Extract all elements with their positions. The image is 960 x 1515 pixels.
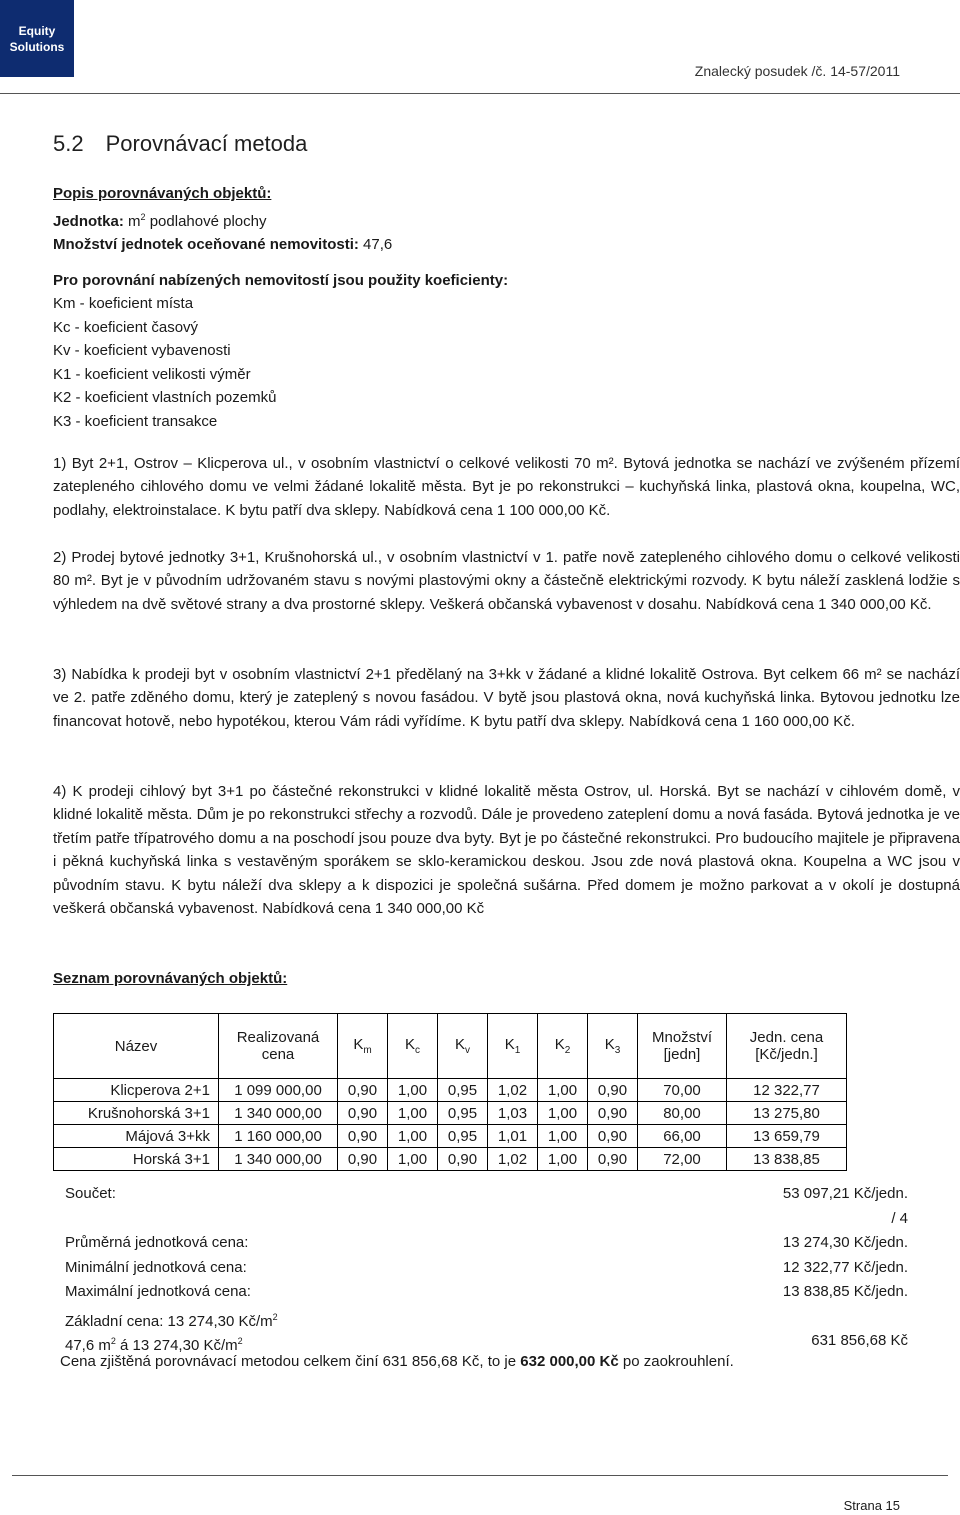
table-cell: 0,90 bbox=[338, 1125, 388, 1148]
unit-value: m bbox=[128, 212, 141, 230]
table-cell: 0,90 bbox=[338, 1102, 388, 1125]
table-cell: 1,00 bbox=[388, 1148, 438, 1171]
table-cell: 1,00 bbox=[388, 1102, 438, 1125]
table-cell: 1 340 000,00 bbox=[219, 1102, 338, 1125]
offer-paragraph: 4) K prodeji cihlový byt 3+1 po částečné rekonstrukci v klidné lokalitě města Ostrov, ul. Horská. Byt se nachází v cihlovém domě, v klidné lokalitě města. Dům je po rekonstrukci střechy a rozvodů. Dále je provedeno zateplení domu a nová fasáda. Bytová jednotka je ve třetím patře třípatrového domu a na poschodí jsou pouze dva byty. Byt je po částečné rekonstrukci. Pro budoucího majitele je připravena i pěkná kuchyňská linka s vestavěným sporákem se sklo-keramickou deskou. Jsou zde nová plastová okna. Koupelna a WC jsou v původním stavu. K bytu náleží dva sklepy a k dispozici je společná sušárna. Před domem je možno parkovat a v okolí je dostupná veškerá občanská vybavenost. Nabídková cena 1 340 000,00 Kč bbox=[53, 783, 960, 918]
avg-label: Průměrná jednotková cena: bbox=[65, 1234, 249, 1251]
table-cell: 0,90 bbox=[588, 1125, 638, 1148]
logo-line2: Solutions bbox=[9, 39, 65, 54]
table-cell: 1,00 bbox=[538, 1079, 588, 1102]
unit-label: Jednotka: bbox=[53, 212, 124, 230]
final-text: Cena zjištěná porovnávací metodou celkem činí 631 856,68 Kč, to je bbox=[60, 1353, 521, 1370]
table-cell: 1 340 000,00 bbox=[219, 1148, 338, 1171]
table-cell: 72,00 bbox=[638, 1148, 727, 1171]
table-cell: 1,01 bbox=[488, 1125, 538, 1148]
coefficient-item: K3 - koeficient transakce bbox=[53, 412, 218, 430]
table-cell: 0,90 bbox=[338, 1148, 388, 1171]
quantity-line bbox=[53, 233, 908, 257]
table-cell: 80,00 bbox=[638, 1102, 727, 1125]
coefficient-item: Km - koeficient místa bbox=[53, 295, 194, 312]
divisor-row bbox=[65, 1207, 908, 1232]
unit-line bbox=[53, 206, 908, 234]
divisor-value: / 4 bbox=[891, 1209, 908, 1227]
unit-sup: 2 bbox=[140, 211, 146, 222]
sum-value: 53 097,21 Kč/jedn. bbox=[782, 1185, 908, 1202]
table-cell: 1,02 bbox=[488, 1079, 538, 1102]
coefficient-item: Kc - koeficient časový bbox=[53, 318, 199, 336]
final-text-end: po zaokrouhlení. bbox=[618, 1353, 734, 1370]
base-row bbox=[65, 1305, 908, 1330]
list-heading: Seznam porovnávaných objektů: bbox=[53, 970, 288, 987]
max-label: Maximální jednotková cena: bbox=[65, 1283, 251, 1300]
calc-label: 47,6 $m^2$ á 13 274,30 $Kč/m^2$ bbox=[65, 1336, 243, 1354]
intro-block bbox=[53, 182, 908, 433]
table-cell: 1,02 bbox=[488, 1148, 538, 1171]
table-cell: 1 099 000,00 bbox=[219, 1079, 338, 1102]
max-value: 13 838,85 Kč/jedn. bbox=[782, 1283, 908, 1300]
table-cell: 0,90 bbox=[588, 1079, 638, 1102]
summary-block bbox=[65, 1182, 908, 1354]
logo-line1: Equity bbox=[18, 23, 56, 38]
table-cell: 0,95 bbox=[438, 1125, 488, 1148]
table-cell: 66,00 bbox=[638, 1125, 727, 1148]
final-price: 632 000,00 Kč bbox=[520, 1353, 619, 1370]
table-cell: 70,00 bbox=[638, 1079, 727, 1102]
table-row bbox=[54, 1125, 847, 1148]
table-row bbox=[54, 1102, 847, 1125]
document-reference: Znalecký posudek /č. 14-57/2011 bbox=[694, 63, 900, 79]
table-cell: Klicperova 2+1 bbox=[54, 1079, 219, 1102]
coefficient-item: Kv - koeficient vybavenosti bbox=[53, 342, 231, 359]
col-k1: $K_1$ bbox=[488, 1014, 538, 1079]
coefficients-heading: Pro porovnání nabízených nemovitostí jsou použity koeficienty: bbox=[53, 271, 509, 289]
sum-label: Součet: bbox=[65, 1185, 116, 1202]
table-cell: 1,00 bbox=[538, 1125, 588, 1148]
unit-rest: podlahové plochy bbox=[145, 212, 267, 230]
section-title: Porovnávací metoda bbox=[105, 131, 308, 156]
table-cell: 13 275,80 bbox=[727, 1102, 847, 1125]
base-label: Základní cena: 13 274,30 $Kč/m^2$ bbox=[65, 1311, 278, 1330]
table-cell: 1,03 bbox=[488, 1102, 538, 1125]
avg-value: 13 274,30 Kč/jedn. bbox=[782, 1234, 908, 1251]
table-row bbox=[54, 1079, 847, 1102]
offer-paragraph: 2) Prodej bytové jednotky 3+1, Krušnohorská ul., v osobním vlastnictví v 1. patře nově zatepleného cihlového domu o celkové velikosti 80 m². Byt je v původním udržovaném stavu s novými plastovými okny a částečně elektrickými rozvody. K bytu náleží zasklená lodžie s výhledem na dvě světové strany a dva prostorné sklepy. Veškerá občanská vybavenost v dosahu. Nabídková cena 1 340 000,00 Kč. bbox=[53, 549, 960, 613]
avg-row bbox=[65, 1231, 908, 1256]
objects-heading: Popis porovnávaných objektů: bbox=[53, 185, 272, 202]
offer-paragraph: 1) Byt 2+1, Ostrov – Klicperova ul., v osobním vlastnictví o celkové velikosti 70 m². Bytová jednotka se nachází ve zvýšeném přízemí zatepleného cihlového domu ve velmi žádané lokalitě města. Byt je po rekonstrukci – kuchyňská linka, plastová okna, koupelna, WC, podlahy, elektroinstalace. K bytu patří dva sklepy. Nabídková cena 1 100 000,00 Kč. bbox=[53, 455, 960, 519]
header-divider bbox=[0, 93, 960, 94]
offer-paragraph: 3) Nabídka k prodeji byt v osobním vlastnictví 2+1 předělaný na 3+kk v žádané a klidné lokalitě Ostrova. Byt celkem 66 m² se nachází ve 2. patře zděného domu, který je zateplený s novou fasádou. V bytě jsou plastová okna, nová kuchyňská linka. Bytovou jednotku lze financovat hotově, nebo hypotékou, kterou Vám rádi vyřídíme. K bytu patří dva sklepy. Nabídková cena 1 160 000,00 Kč. bbox=[53, 666, 960, 730]
company-logo bbox=[0, 0, 74, 77]
table-cell: 13 659,79 bbox=[727, 1125, 847, 1148]
final-price-statement bbox=[60, 1353, 734, 1370]
col-price: Realizovaná cena bbox=[219, 1014, 338, 1079]
table-cell: Májová 3+kk bbox=[54, 1125, 219, 1148]
table-cell: 0,90 bbox=[588, 1148, 638, 1171]
col-k3: $K_3$ bbox=[588, 1014, 638, 1079]
table-cell: Horská 3+1 bbox=[54, 1148, 219, 1171]
min-value: 12 322,77 Kč/jedn. bbox=[782, 1258, 908, 1276]
col-name: Název bbox=[54, 1014, 219, 1079]
coefficient-item: K2 - koeficient vlastních pozemků bbox=[53, 389, 277, 406]
table-cell: 1,00 bbox=[538, 1148, 588, 1171]
table-cell: 13 838,85 bbox=[727, 1148, 847, 1171]
table-cell: 0,90 bbox=[588, 1102, 638, 1125]
section-heading bbox=[53, 131, 307, 157]
quantity-label: Množství jednotek oceňované nemovitosti: bbox=[53, 236, 359, 253]
col-kc: $K_c$ bbox=[388, 1014, 438, 1079]
table-cell: 1,00 bbox=[388, 1125, 438, 1148]
coefficient-item: K1 - koeficient velikosti výměr bbox=[53, 365, 251, 383]
calc-row bbox=[65, 1329, 908, 1354]
calc-value: 631 856,68 Kč bbox=[811, 1332, 908, 1349]
section-number: 5.2 bbox=[53, 131, 84, 156]
col-k2: $K_2$ bbox=[538, 1014, 588, 1079]
table-cell: 12 322,77 bbox=[727, 1079, 847, 1102]
table-cell: 0,90 bbox=[338, 1079, 388, 1102]
page-number: Strana 15 bbox=[843, 1498, 900, 1513]
max-row bbox=[65, 1280, 908, 1305]
table-cell: 0,95 bbox=[438, 1102, 488, 1125]
table-cell: 1,00 bbox=[388, 1079, 438, 1102]
col-kv: $K_v$ bbox=[438, 1014, 488, 1079]
sum-row bbox=[65, 1182, 908, 1207]
table-cell: 1 160 000,00 bbox=[219, 1125, 338, 1148]
min-row bbox=[65, 1256, 908, 1281]
comparison-table bbox=[53, 1013, 847, 1171]
table-cell: 0,90 bbox=[438, 1148, 488, 1171]
table-cell: 0,95 bbox=[438, 1079, 488, 1102]
table-cell: Krušnohorská 3+1 bbox=[54, 1102, 219, 1125]
footer-divider bbox=[12, 1475, 948, 1476]
quantity-value: 47,6 bbox=[358, 236, 393, 253]
table-header-row bbox=[54, 1014, 847, 1079]
col-km: $K_m$ bbox=[338, 1014, 388, 1079]
table-cell: 1,00 bbox=[538, 1102, 588, 1125]
col-qty: Množství [jedn] bbox=[638, 1014, 727, 1079]
table-row bbox=[54, 1148, 847, 1171]
col-unit-price: Jedn. cena [Kč/jedn.] bbox=[727, 1014, 847, 1079]
min-label: Minimální jednotková cena: bbox=[65, 1258, 247, 1276]
